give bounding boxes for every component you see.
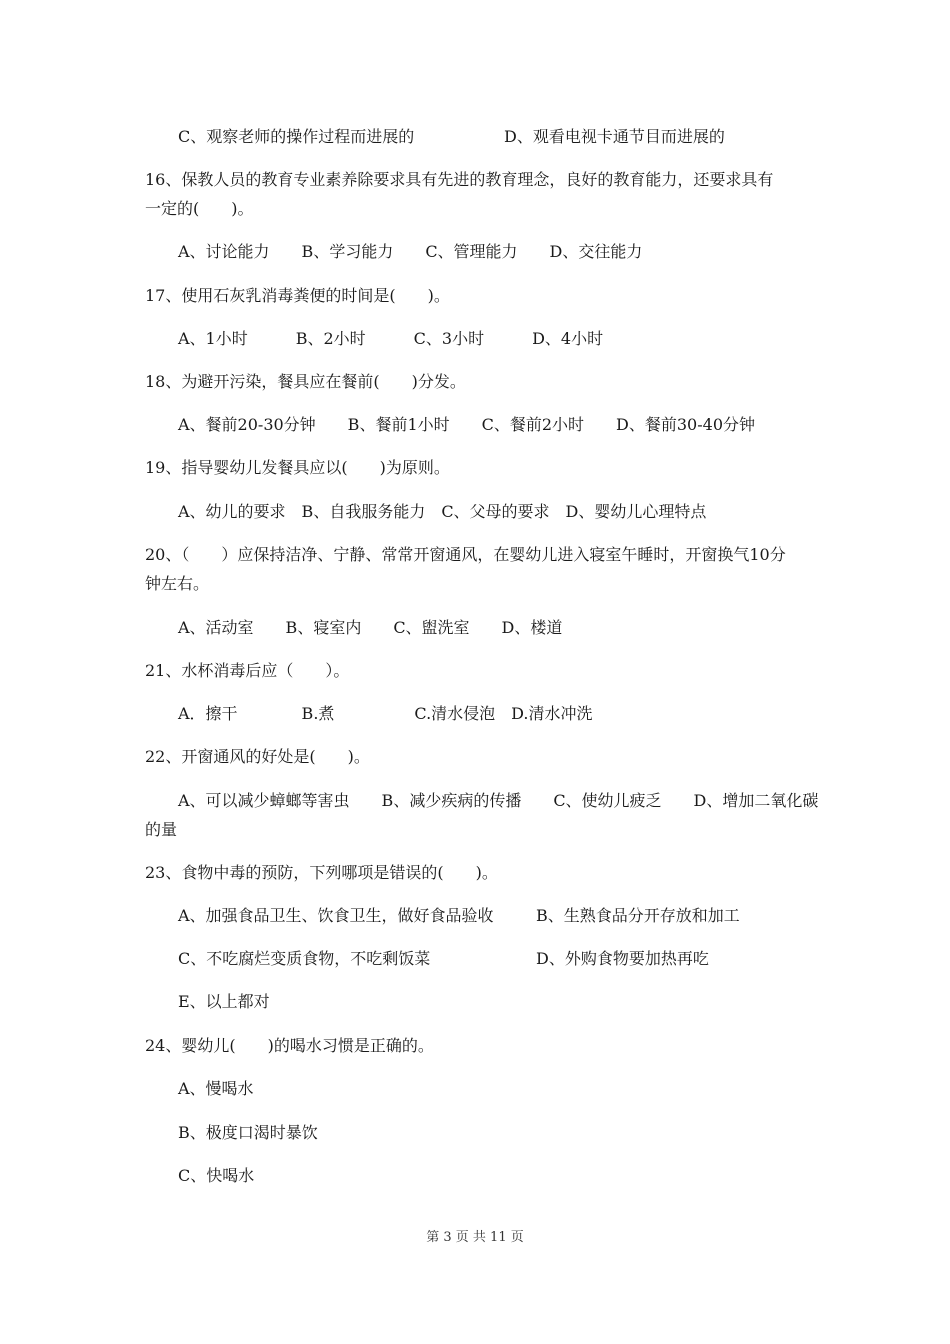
question-22: 22、开窗通风的好处是( )。 [145, 747, 370, 766]
q23-option-e: E、以上都对 [178, 992, 270, 1011]
question-20-cont: 钟左右。 [145, 574, 210, 593]
question-20-options: A、活动室 B、寝室内 C、盥洗室 D、楼道 [178, 618, 563, 637]
question-21-options: A．擦干 B.煮 C.清水侵泡 D.清水冲洗 [178, 704, 593, 723]
question-21: 21、水杯消毒后应（ ）。 [145, 661, 350, 680]
q24-option-c: C、快喝水 [178, 1166, 255, 1185]
question-22-options: A、可以减少蟑螂等害虫 B、减少疾病的传播 C、使幼儿疲乏 D、增加二氧化碳 [178, 791, 819, 810]
question-17: 17、使用石灰乳消毒粪便的时间是( )。 [145, 286, 450, 305]
option-a: A、加强食品卫生、饮食卫生，做好食品验收 [178, 906, 494, 925]
question-22-options-cont: 的量 [145, 820, 178, 839]
question-18: 18、为避开污染，餐具应在餐前( )分发。 [145, 372, 466, 391]
option-c: C、观察老师的操作过程而进展的 [178, 127, 415, 146]
question-19-options: A、幼儿的要求 B、自我服务能力 C、父母的要求 D、婴幼儿心理特点 [178, 502, 707, 521]
option-c: C、不吃腐烂变质食物，不吃剩饭菜 [178, 949, 431, 968]
question-18-options: A、餐前20-30分钟 B、餐前1小时 C、餐前2小时 D、餐前30-40分钟 [178, 415, 755, 434]
option-b: B、生熟食品分开存放和加工 [536, 906, 740, 925]
question-24: 24、婴幼儿( )的喝水习惯是正确的。 [145, 1036, 434, 1055]
q24-option-b: B、极度口渴时暴饮 [178, 1123, 318, 1142]
question-17-options: A、1小时 B、2小时 C、3小时 D、4小时 [178, 329, 604, 348]
question-16-cont: 一定的( )。 [145, 199, 254, 218]
option-d: D、观看电视卡通节目而进展的 [504, 127, 725, 146]
question-19: 19、指导婴幼儿发餐具应以( )为原则。 [145, 458, 450, 477]
option-d: D、外购食物要加热再吃 [536, 949, 709, 968]
question-16: 16、保教人员的教育专业素养除要求具有先进的教育理念，良好的教育能力，还要求具有 [145, 170, 774, 189]
question-20: 20、（ ）应保持洁净、宁静、常常开窗通风，在婴幼儿进入寝室午睡时，开窗换气10分 [145, 545, 786, 564]
question-16-options: A、讨论能力 B、学习能力 C、管理能力 D、交往能力 [178, 242, 643, 261]
page-footer: 第 3 页 共 11 页 [426, 1230, 524, 1245]
q24-option-a: A、慢喝水 [178, 1079, 254, 1098]
question-23: 23、食物中毒的预防，下列哪项是错误的( )。 [145, 863, 498, 882]
